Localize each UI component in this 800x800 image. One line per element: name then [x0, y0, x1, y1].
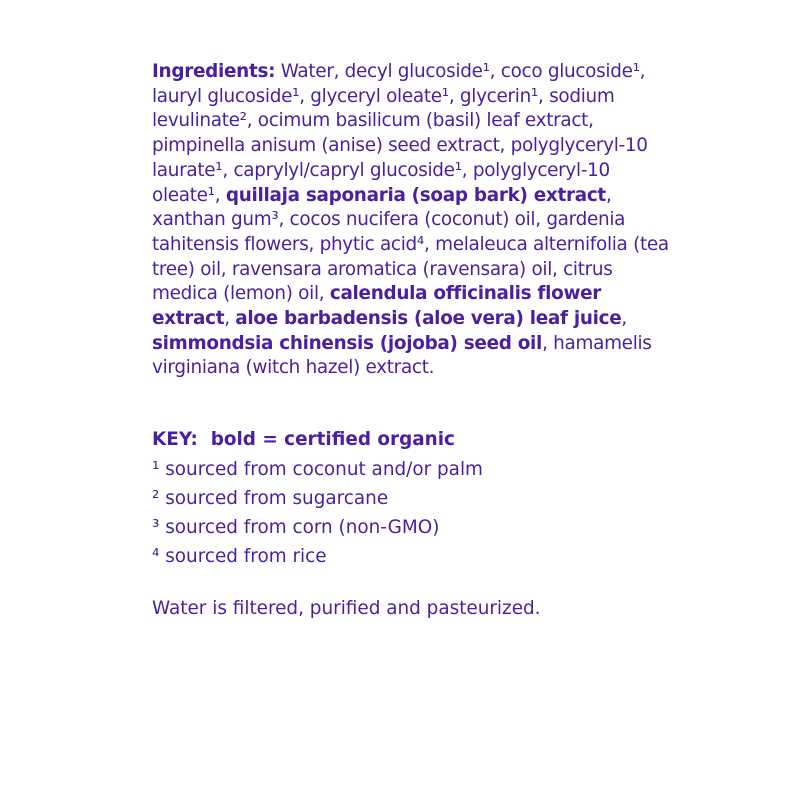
key-item: ¹ sourced from coconut and/or palm: [152, 459, 483, 480]
ingredients-text: ,: [224, 308, 236, 330]
ingredients-text: , xanthan gum³, cocos nucifera (coconut) oil, gardenia tahitensis flowers, phytic acid⁴, melaleuca alternifolia (tea tree) oil, ravensara aromatica (ravensara) oil, citrus medica (lemon) oil,: [152, 184, 669, 305]
key-list: [152, 458, 483, 574]
organic-ingredient: aloe barbadensis (aloe vera) leaf juice: [235, 308, 622, 330]
organic-ingredient: calendula officinalis flower extract: [152, 283, 602, 330]
key-item: ³ sourced from corn (non-GMO): [152, 517, 440, 538]
ingredients-text: , hamamelis virginiana (witch hazel) extract.: [152, 332, 652, 379]
ingredients-text: ,: [621, 308, 627, 330]
ingredients-text: Water, decyl glucoside¹, coco glucoside¹, lauryl glucoside¹, glyceryl oleate¹, glycerin¹, sodium levulinate², ocimum basilicum (basil) leaf extract, pimpinella anisum (anise) seed extract, polyglyceryl-10 laurate¹, caprylyl/capryl glucoside¹, polyglyceryl-10 oleate¹,: [152, 61, 648, 206]
ingredients-heading: Ingredients:: [152, 61, 276, 82]
water-note: Water is filtered, purified and pasteurized.: [152, 598, 541, 619]
organic-ingredient: quillaja saponaria (soap bark) extract: [225, 184, 606, 206]
key-item: ⁴ sourced from rice: [152, 546, 327, 567]
ingredients-paragraph: [152, 60, 672, 381]
organic-ingredient: simmondsia chinensis (jojoba) seed oil: [152, 332, 543, 354]
key-item: ² sourced from sugarcane: [152, 488, 389, 509]
key-title: KEY: bold = certified organic: [152, 429, 455, 450]
